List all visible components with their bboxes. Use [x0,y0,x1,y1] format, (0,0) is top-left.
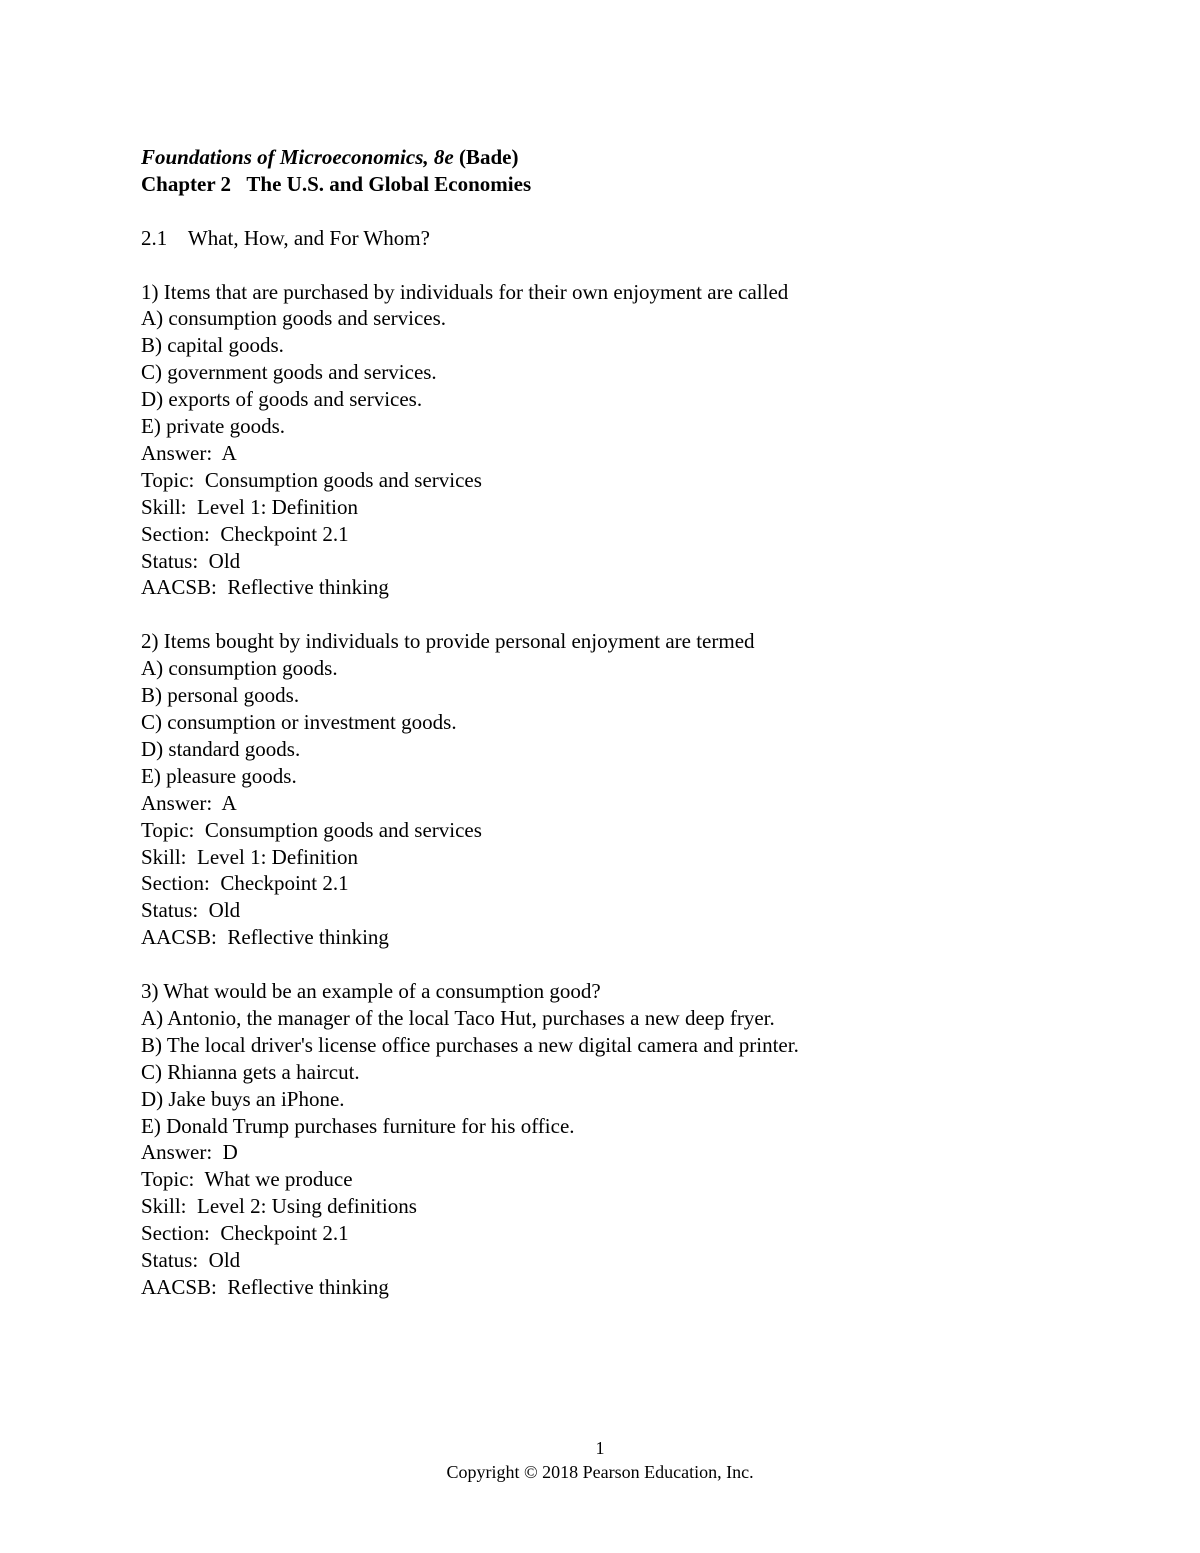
option-e: E) private goods. [141,414,286,439]
topic-line: Topic: What we produce [141,1167,353,1192]
aacsb-line: AACSB: Reflective thinking [141,1275,389,1299]
skill-line: Skill: Level 1: Definition [141,844,358,869]
option-c: C) government goods and services. [141,360,437,385]
section-title: What, How, and For Whom? [187,225,430,250]
status-line: Status: Old [141,1248,241,1273]
book-title: Foundations of Microeconomics, 8e [141,145,454,169]
section-line: Section: Checkpoint 2.1 [141,521,349,546]
chapter-title: Chapter 2 The U.S. and Global Economies [141,171,532,196]
option-d: D) exports of goods and services. [141,387,423,412]
question-stem: 2) Items bought by individuals to provide personal enjoyment are termed [141,629,755,654]
book-author: (Bade) [458,145,519,169]
question-stem: 3) What would be an example of a consumption good? [141,979,601,1004]
section-number: 2.1 [141,225,168,250]
option-e: E) Donald Trump purchases furniture for his office. [141,1113,575,1138]
option-e: E) pleasure goods. [141,763,297,788]
section-heading [141,225,1101,252]
option-d: D) standard goods. [141,736,301,761]
document-body [141,144,1101,1301]
answer-line: Answer: A [141,790,237,815]
option-d: D) Jake buys an iPhone. [141,1086,345,1111]
answer-line: Answer: D [141,1140,238,1165]
skill-line: Skill: Level 1: Definition [141,494,358,519]
question-3 [141,978,1101,1301]
option-b: B) personal goods. [141,683,300,708]
status-line: Status: Old [141,548,241,573]
aacsb-line: AACSB: Reflective thinking [141,925,389,950]
spacer [141,198,1101,225]
topic-line: Topic: Consumption goods and services [141,817,482,842]
copyright-notice: Copyright © 2018 Pearson Education, Inc. [446,1462,754,1482]
page-number: 1 [595,1438,605,1458]
option-b: B) The local driver's license office purchases a new digital camera and printer. [141,1032,799,1057]
skill-line: Skill: Level 2: Using definitions [141,1194,417,1219]
option-b: B) capital goods. [141,333,284,358]
question-1 [141,279,1101,602]
section-line: Section: Checkpoint 2.1 [141,871,349,896]
option-a: A) consumption goods. [141,656,338,681]
option-a: A) Antonio, the manager of the local Taco Hut, purchases a new deep fryer. [141,1005,775,1030]
question-2 [141,628,1101,951]
option-a: A) consumption goods and services. [141,306,447,331]
aacsb-line: AACSB: Reflective thinking [141,575,389,600]
option-c: C) consumption or investment goods. [141,709,457,734]
section-line: Section: Checkpoint 2.1 [141,1221,349,1246]
option-c: C) Rhianna gets a haircut. [141,1059,360,1084]
answer-line: Answer: A [141,440,237,465]
spacer [141,252,1101,279]
spacer [141,601,1101,628]
question-stem: 1) Items that are purchased by individuals for their own enjoyment are called [141,279,789,304]
spacer [141,951,1101,978]
status-line: Status: Old [141,898,241,923]
book-title-line [141,144,1101,171]
topic-line: Topic: Consumption goods and services [141,467,482,492]
